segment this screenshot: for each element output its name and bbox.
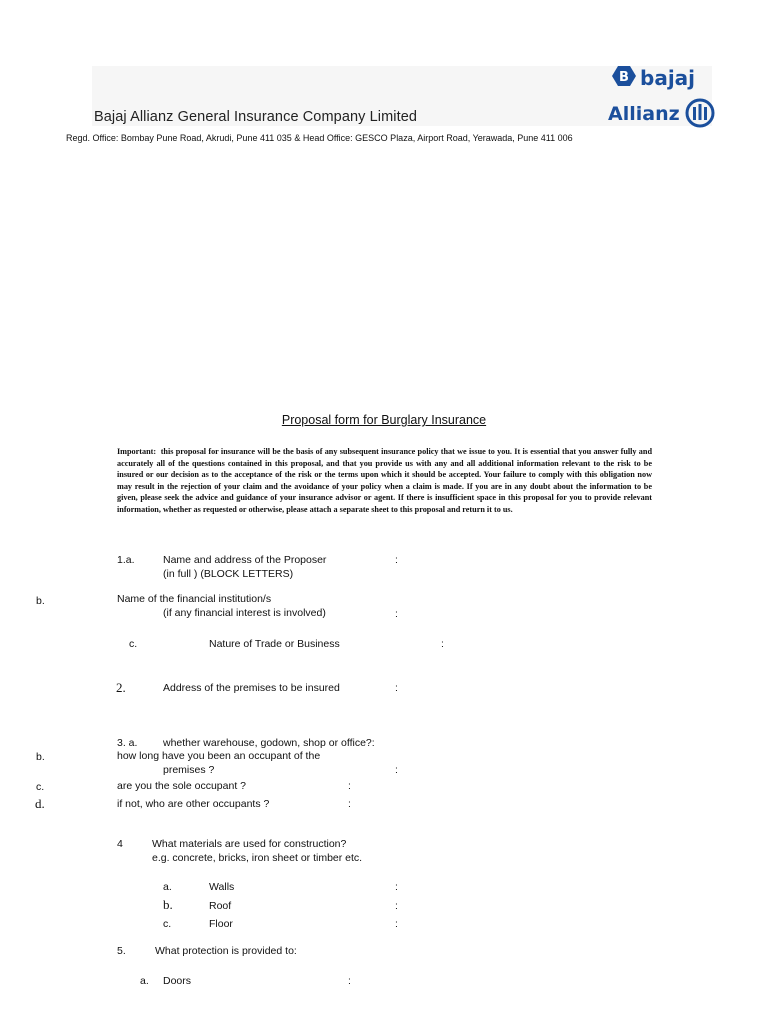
q1c-colon: : xyxy=(441,638,444,650)
q3d-label: if not, who are other occupants ? xyxy=(117,798,270,810)
important-notice xyxy=(117,446,652,516)
q2-colon: : xyxy=(395,682,398,694)
q4b-colon: : xyxy=(395,900,398,912)
q3c-number: c. xyxy=(36,781,45,793)
q4b-number: b. xyxy=(163,897,173,912)
q1b-colon: : xyxy=(395,608,398,620)
q5a-label: Doors xyxy=(163,975,192,987)
q2-label: Address of the premises to be insured xyxy=(163,682,340,694)
q5-number: 5. xyxy=(117,945,126,957)
q3c-label: are you the sole occupant ? xyxy=(117,780,247,792)
bajaj-b-icon xyxy=(612,66,636,86)
q1a-sublabel: (in full ) (BLOCK LETTERS) xyxy=(163,568,294,580)
q5a-colon: : xyxy=(348,975,351,987)
q1b-number: b. xyxy=(36,595,45,607)
q3a-number: 3. a. xyxy=(117,737,138,749)
q4-label: What materials are used for construction? xyxy=(152,838,347,850)
q3d-number: d. xyxy=(35,796,45,811)
logo-graphic xyxy=(606,64,716,134)
company-name: Bajaj Allianz General Insurance Company Limited xyxy=(94,109,418,125)
q4c-colon: : xyxy=(395,918,398,930)
q3b-colon: : xyxy=(395,764,398,776)
q1a-label: Name and address of the Proposer xyxy=(163,554,327,566)
q3a-label: whether warehouse, godown, shop or office?: xyxy=(163,737,375,749)
q4b-label: Roof xyxy=(209,900,232,912)
q4c-label: Floor xyxy=(209,918,233,930)
logo-line1-text: bajaj xyxy=(640,66,696,90)
bajaj-allianz-logo xyxy=(606,64,716,134)
form-title: Proposal form for Burglary Insurance xyxy=(281,413,487,427)
q2-number: 2. xyxy=(116,680,126,695)
q1a-number: 1.a. xyxy=(117,554,135,566)
q3c-colon: : xyxy=(348,780,351,792)
important-text: this proposal for insurance will be the basis of any subsequent insurance policy that we issue to you. It is essential that you answer fully and accurately all of the questions contained in this proposal, and that you provide us with any and all additional information relevant to the risk to be insured or our decision as to the acceptance of the risk or the terms upon which it should be accepted. Your failure to comply with this obligation now may result in the rejection of your claim and the avoidance of your policy when a claim is made. If you are in any doubt about the information to be given, please seek the advice and guidance of your insurance advisor or agent. If there is insufficient space in this proposal for you to provide relevant information, whether as requested or otherwise, please attach a separate sheet to this proposal and return it to us. xyxy=(117,447,653,514)
logo-line2-text: Allianz xyxy=(608,103,680,125)
allianz-eagle-icon xyxy=(687,100,713,126)
q1a-colon: : xyxy=(395,554,398,566)
q1c-number: c. xyxy=(129,638,138,650)
q3d-colon: : xyxy=(348,798,351,810)
q4a-number: a. xyxy=(163,881,172,893)
q4-sublabel: e.g. concrete, bricks, iron sheet or timber etc. xyxy=(152,852,363,864)
q4a-colon: : xyxy=(395,881,398,893)
q4c-number: c. xyxy=(163,918,172,930)
registered-address: Regd. Office: Bombay Pune Road, Akrudi, Pune 411 035 & Head Office: GESCO Plaza, Airport Road, Yerawada, Pune 411 006 xyxy=(66,133,573,143)
q4-number: 4 xyxy=(117,838,123,850)
q1b-sublabel: (if any financial interest is involved) xyxy=(163,607,326,619)
q4a-label: Walls xyxy=(209,881,235,893)
q1b-label: Name of the financial institution/s xyxy=(117,593,272,605)
important-label: Important: xyxy=(117,447,157,456)
q1c-label: Nature of Trade or Business xyxy=(209,638,340,650)
q5a-number: a. xyxy=(140,975,149,987)
q3b-number: b. xyxy=(36,751,45,763)
q3b-sublabel: premises ? xyxy=(163,764,215,776)
q3b-label: how long have you been an occupant of the xyxy=(117,750,321,762)
q5-label: What protection is provided to: xyxy=(155,945,297,957)
svg-text:B: B xyxy=(619,70,629,85)
